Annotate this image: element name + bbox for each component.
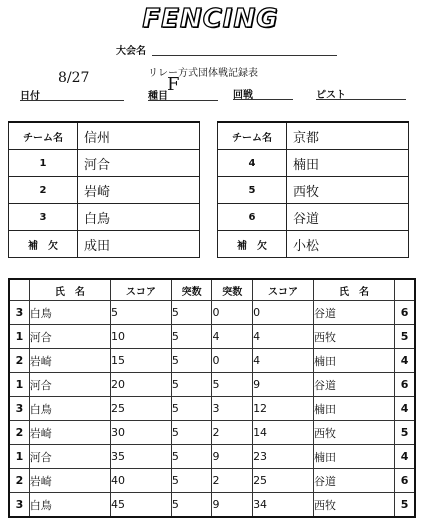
player-name: 白鳥 xyxy=(78,204,200,231)
right-score: 25 xyxy=(253,469,314,493)
player-name: 楠田 xyxy=(287,150,409,177)
left-touches: 5 xyxy=(171,469,212,493)
left-touches: 5 xyxy=(171,493,212,518)
left-score: 5 xyxy=(110,301,171,325)
player-name: 谷道 xyxy=(287,204,409,231)
date-underline xyxy=(20,100,124,101)
bout-row xyxy=(9,469,415,493)
header-score-right: スコア xyxy=(253,279,314,301)
round-label: 回戦 xyxy=(233,90,253,101)
page-title: FENCING xyxy=(142,4,279,34)
left-fencer: 白鳥 xyxy=(29,397,110,421)
left-fencer: 白鳥 xyxy=(29,301,110,325)
right-fencer: 西牧 xyxy=(313,421,394,445)
player-number: 4 xyxy=(218,150,287,177)
event-value: F xyxy=(167,74,180,95)
left-number: 3 xyxy=(9,493,29,518)
right-touches: 0 xyxy=(212,301,253,325)
bout-row xyxy=(9,349,415,373)
left-score: 45 xyxy=(110,493,171,518)
header-touches-right: 突数 xyxy=(212,279,253,301)
right-score: 12 xyxy=(253,397,314,421)
left-fencer: 河合 xyxy=(29,373,110,397)
right-touches: 2 xyxy=(212,469,253,493)
left-touches: 5 xyxy=(171,445,212,469)
right-score: 23 xyxy=(253,445,314,469)
right-number: 5 xyxy=(395,421,415,445)
left-score: 30 xyxy=(110,421,171,445)
player-number: 2 xyxy=(9,177,78,204)
team-name-label: チーム名 xyxy=(218,122,287,150)
left-number: 2 xyxy=(9,349,29,373)
left-score: 35 xyxy=(110,445,171,469)
bout-row xyxy=(9,493,415,518)
piste-underline xyxy=(316,99,406,100)
player-number: 6 xyxy=(218,204,287,231)
left-score: 10 xyxy=(110,325,171,349)
header-name-left: 氏 名 xyxy=(29,279,110,301)
left-touches: 5 xyxy=(171,373,212,397)
left-fencer: 河合 xyxy=(29,325,110,349)
right-fencer: 西牧 xyxy=(313,493,394,518)
right-number: 6 xyxy=(395,469,415,493)
right-number: 4 xyxy=(395,349,415,373)
reserve-name: 成田 xyxy=(78,231,200,258)
header-name-right: 氏 名 xyxy=(313,279,394,301)
player-name: 河合 xyxy=(78,150,200,177)
right-fencer: 谷道 xyxy=(313,301,394,325)
left-fencer: 白鳥 xyxy=(29,493,110,518)
header-score-left: スコア xyxy=(110,279,171,301)
right-score: 4 xyxy=(253,349,314,373)
right-fencer: 谷道 xyxy=(313,373,394,397)
right-score: 9 xyxy=(253,373,314,397)
right-number: 4 xyxy=(395,445,415,469)
left-touches: 5 xyxy=(171,301,212,325)
left-fencer: 岩崎 xyxy=(29,469,110,493)
left-touches: 5 xyxy=(171,349,212,373)
left-number: 2 xyxy=(9,421,29,445)
left-touches: 5 xyxy=(171,421,212,445)
left-fencer: 河合 xyxy=(29,445,110,469)
right-number: 6 xyxy=(395,373,415,397)
right-number: 5 xyxy=(395,325,415,349)
form-name: リレー方式団体戦記録表 xyxy=(148,68,258,79)
player-name: 岩崎 xyxy=(78,177,200,204)
bout-row xyxy=(9,301,415,325)
left-number: 1 xyxy=(9,373,29,397)
team-name-value: 信州 xyxy=(78,122,200,150)
left-number: 3 xyxy=(9,301,29,325)
player-number: 3 xyxy=(9,204,78,231)
bout-row xyxy=(9,397,415,421)
left-touches: 5 xyxy=(171,397,212,421)
tournament-label: 大会名 xyxy=(116,46,146,57)
bout-table xyxy=(8,278,416,518)
right-number: 6 xyxy=(395,301,415,325)
right-score: 34 xyxy=(253,493,314,518)
left-score: 20 xyxy=(110,373,171,397)
right-fencer: 楠田 xyxy=(313,397,394,421)
right-touches: 0 xyxy=(212,349,253,373)
header-num-left xyxy=(9,279,29,301)
right-touches: 3 xyxy=(212,397,253,421)
bout-row xyxy=(9,325,415,349)
bout-row xyxy=(9,421,415,445)
right-touches: 9 xyxy=(212,493,253,518)
left-fencer: 岩崎 xyxy=(29,421,110,445)
left-touches: 5 xyxy=(171,325,212,349)
team-name-value: 京都 xyxy=(287,122,409,150)
piste-label: ピスト xyxy=(316,90,346,101)
left-number: 2 xyxy=(9,469,29,493)
bout-row xyxy=(9,445,415,469)
left-number: 1 xyxy=(9,445,29,469)
left-score: 25 xyxy=(110,397,171,421)
reserve-name: 小松 xyxy=(287,231,409,258)
event-label: 種目 xyxy=(148,91,168,102)
right-number: 4 xyxy=(395,397,415,421)
left-number: 3 xyxy=(9,397,29,421)
left-score: 15 xyxy=(110,349,171,373)
bout-row xyxy=(9,373,415,397)
right-score: 14 xyxy=(253,421,314,445)
right-score: 0 xyxy=(253,301,314,325)
right-fencer: 西牧 xyxy=(313,325,394,349)
right-fencer: 谷道 xyxy=(313,469,394,493)
right-touches: 9 xyxy=(212,445,253,469)
left-score: 40 xyxy=(110,469,171,493)
left-number: 1 xyxy=(9,325,29,349)
right-fencer: 楠田 xyxy=(313,349,394,373)
player-name: 西牧 xyxy=(287,177,409,204)
header-touches-left: 突数 xyxy=(171,279,212,301)
reserve-label: 補 欠 xyxy=(9,231,78,258)
right-touches: 4 xyxy=(212,325,253,349)
right-number: 5 xyxy=(395,493,415,518)
left-fencer: 岩崎 xyxy=(29,349,110,373)
date-value: 8/27 xyxy=(58,70,90,86)
right-fencer: 楠田 xyxy=(313,445,394,469)
round-underline xyxy=(233,99,293,100)
right-touches: 5 xyxy=(212,373,253,397)
event-underline xyxy=(148,100,218,101)
bout-header-row xyxy=(9,279,415,301)
player-number: 1 xyxy=(9,150,78,177)
team-table-right xyxy=(217,121,409,258)
player-number: 5 xyxy=(218,177,287,204)
team-table-left xyxy=(8,121,200,258)
reserve-label: 補 欠 xyxy=(218,231,287,258)
tournament-underline xyxy=(152,55,337,56)
team-name-label: チーム名 xyxy=(9,122,78,150)
date-label: 日付 xyxy=(20,91,40,102)
right-touches: 2 xyxy=(212,421,253,445)
header-num-right xyxy=(395,279,415,301)
right-score: 4 xyxy=(253,325,314,349)
